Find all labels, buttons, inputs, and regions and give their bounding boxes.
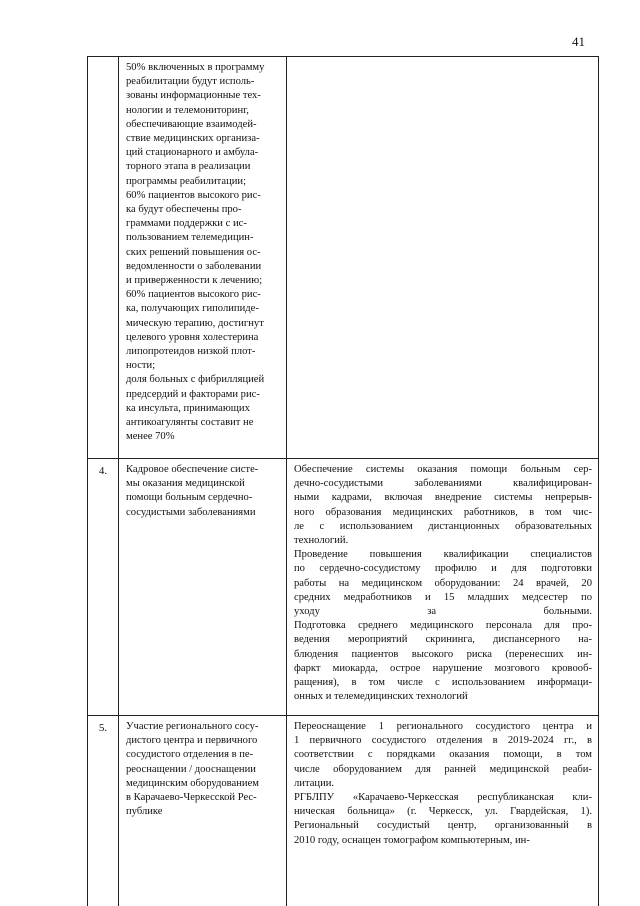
text-line: Обеспечение системы оказания помощи больным сер- (294, 464, 592, 475)
table-row (88, 459, 599, 716)
text-line: мы оказания медицинской (126, 478, 245, 490)
activity-cell (119, 57, 287, 459)
text-line: ведомленности о заболевании (126, 260, 262, 272)
text-line: технологий. (294, 535, 349, 547)
text-line: торного этапа в реализации (126, 161, 251, 173)
text-line: сосудистого отделения в пе- (126, 749, 254, 761)
text-line: 60% пациентов высокого рис- (126, 189, 261, 201)
text-line: Участие регионального сосу- (126, 721, 259, 732)
text-line: липопротеидов низкой плот- (126, 346, 256, 358)
text-line: и приверженности к лечению; (126, 275, 263, 287)
description-text (287, 459, 598, 704)
text-line: средних медработников и 15 младших медсестер по (294, 591, 592, 603)
row-number (88, 57, 118, 63)
text-line: реабилитации будут исполь- (126, 76, 255, 88)
text-line: публике (126, 806, 163, 818)
text-line: ного образования медицинских работников, в том чис- (294, 506, 592, 518)
text-line: Кадровое обеспечение систе- (126, 464, 259, 475)
text-line: ведения мероприятий скрининга, диспансерного на- (294, 634, 592, 646)
activity-text (119, 57, 286, 444)
text-line: ращения), в том числе с использованием информаци- (294, 677, 592, 689)
text-line: онных и телемедицинских технологий (294, 691, 468, 703)
text-line: работы на медицинском оборудовании: 24 врачей, 20 (294, 577, 592, 589)
text-line: 1 первичного сосудистого отделения в 2019-2024 гг., в (294, 735, 592, 747)
activity-cell (119, 716, 287, 906)
text-line: граммами поддержки с ис- (126, 218, 247, 230)
description-cell (287, 716, 599, 906)
text-line: РГБЛПУ «Карачаево-Черкесская республиканская кли- (294, 792, 592, 804)
text-line: реоснащении / дооснащении (126, 763, 256, 775)
text-line: ствие медицинских организа- (126, 133, 260, 145)
text-line: ными кадрами, включая внедрение системы непрерыв- (294, 492, 592, 504)
text-line: медицинским оборудованием (126, 777, 259, 789)
text-line: фаркт миокарда, острое нарушение мозгового кровооб- (294, 662, 592, 674)
text-line: ка, получающих гиполипиде- (126, 303, 259, 315)
text-line: ка инсульта, принимающих (126, 402, 250, 414)
text-line: ности; (126, 360, 156, 372)
text-line: менее 70% (126, 431, 175, 443)
text-line: числе оборудованием для ранней медицинской реаби- (294, 763, 592, 775)
row-number: 5. (98, 722, 108, 734)
row-number-cell (88, 57, 119, 459)
description-cell (287, 459, 599, 716)
text-line: в Карачаево-Черкесской Рес- (126, 792, 257, 804)
plan-table (87, 56, 599, 906)
row-number-cell (88, 459, 119, 716)
text-line: 60% пациентов высокого рис- (126, 289, 261, 301)
row-number: 4. (98, 465, 108, 477)
text-line: блюдения пациентов высокого риска (перенесших ин- (294, 648, 592, 660)
text-line: 50% включенных в программу (126, 62, 265, 73)
text-line: Проведение повышения квалификации специалистов (294, 549, 592, 561)
text-line: соответствии с порядками оказания помощи, в том (294, 749, 592, 761)
text-line: мическую терапию, достигнут (126, 317, 264, 329)
text-line: 2010 году, оснащен томографом компьютерным, ин- (294, 834, 530, 846)
text-line: нологии и телемониторинг, (126, 104, 249, 116)
text-line: литации. (294, 777, 335, 789)
activity-text (119, 459, 286, 520)
text-line: помощи больным сердечно- (126, 492, 253, 504)
page-number: 41 (572, 34, 585, 49)
text-line: ских решений повышения ос- (126, 246, 261, 258)
text-line: обеспечивающие взаимодей- (126, 118, 257, 130)
row-number-cell (88, 716, 119, 906)
text-line: сосудистыми заболеваниями (126, 506, 256, 518)
text-line: Переоснащение 1 регионального сосудистого центра и (294, 721, 592, 732)
text-line: ле с использованием дистанционных образовательных (294, 520, 592, 532)
text-line: ка будут обеспечены про- (126, 204, 242, 216)
text-line: по сердечно-сосудистому профилю и для подготовки (294, 563, 592, 575)
text-line: Подготовка среднего медицинского персонала для про- (294, 620, 592, 632)
text-line: Региональный сосудистый центр, организованный в (294, 820, 592, 832)
text-line: программы реабилитации; (126, 175, 247, 187)
text-line: зованы информационные тех- (126, 90, 261, 102)
text-line: доля больных с фибрилляцией (126, 374, 265, 386)
table-row (88, 716, 599, 906)
text-line: ническая больница» (г. Черкесск, ул. Гвардейская, 1). (294, 806, 592, 818)
text-line: уходу за больными. (294, 606, 592, 618)
text-line: дечно-сосудистыми заболеваниями квалифицирован- (294, 478, 592, 490)
activity-cell (119, 459, 287, 716)
description-text (287, 716, 598, 848)
text-line: антикоагулянты составит не (126, 417, 254, 429)
text-line: пользованием телемедицин- (126, 232, 254, 244)
description-text (287, 57, 598, 61)
description-cell (287, 57, 599, 459)
text-line: ций стационарного и амбула- (126, 147, 259, 159)
activity-text (119, 716, 286, 819)
table-row (88, 57, 599, 459)
text-line: целевого уровня холестерина (126, 331, 259, 343)
text-line: дистого центра и первичного (126, 735, 258, 747)
text-line: предсердий и факторами рис- (126, 388, 260, 400)
